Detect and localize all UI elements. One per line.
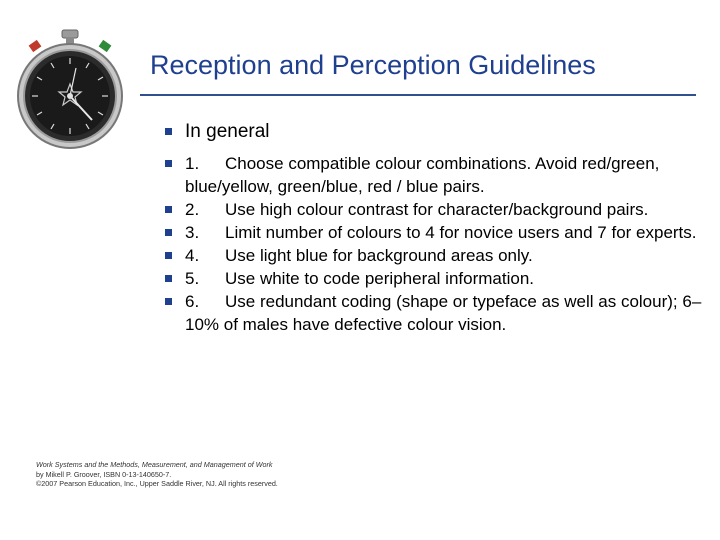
list-item bbox=[165, 221, 705, 244]
bullet-list bbox=[165, 120, 705, 336]
list-item bbox=[165, 267, 705, 290]
footer-copyright-line: ©2007 Pearson Education, Inc., Upper Saddle River, NJ. All rights reserved. bbox=[36, 479, 278, 488]
bullet-text: Use redundant coding (shape or typeface as well as colour); 6–10% of males have defective colour vision. bbox=[185, 292, 702, 334]
bullet-number: 1. bbox=[185, 154, 200, 173]
square-bullet-icon bbox=[165, 275, 172, 282]
list-item bbox=[165, 244, 705, 267]
footer-author-line: by Mikell P. Groover, ISBN 0-13-140650-7. bbox=[36, 469, 172, 479]
bullet-number: 6. bbox=[185, 292, 200, 311]
square-bullet-icon bbox=[165, 298, 172, 305]
list-item bbox=[165, 120, 705, 144]
bullet-text: In general bbox=[185, 121, 270, 142]
bullet-text: Limit number of colours to 4 for novice users and 7 for experts. bbox=[225, 223, 697, 242]
bullet-text: Choose compatible colour combinations. Avoid red/green, blue/yellow, green/blue, red / blue pairs. bbox=[185, 154, 660, 196]
bullet-number: 3. bbox=[185, 223, 200, 242]
copyright-footer bbox=[36, 460, 278, 489]
bullet-text: Use white to code peripheral information. bbox=[225, 269, 534, 288]
slide-title: Reception and Perception Guidelines bbox=[150, 50, 596, 80]
footer-book-title: Work Systems and the Methods, Measurement, and Management of Work bbox=[36, 460, 273, 469]
bullet-number: 5. bbox=[185, 269, 200, 288]
stopwatch-icon bbox=[12, 28, 127, 153]
list-item bbox=[165, 152, 705, 198]
square-bullet-icon bbox=[165, 128, 172, 135]
bullet-number: 4. bbox=[185, 246, 200, 265]
square-bullet-icon bbox=[165, 206, 172, 213]
square-bullet-icon bbox=[165, 252, 172, 259]
bullet-text: Use light blue for background areas only. bbox=[225, 246, 533, 265]
bullet-text: Use high colour contrast for character/background pairs. bbox=[225, 200, 649, 219]
bullet-number: 2. bbox=[185, 200, 200, 219]
list-item bbox=[165, 198, 705, 221]
square-bullet-icon bbox=[165, 229, 172, 236]
square-bullet-icon bbox=[165, 160, 172, 167]
title-divider bbox=[140, 94, 696, 96]
list-item bbox=[165, 290, 705, 336]
